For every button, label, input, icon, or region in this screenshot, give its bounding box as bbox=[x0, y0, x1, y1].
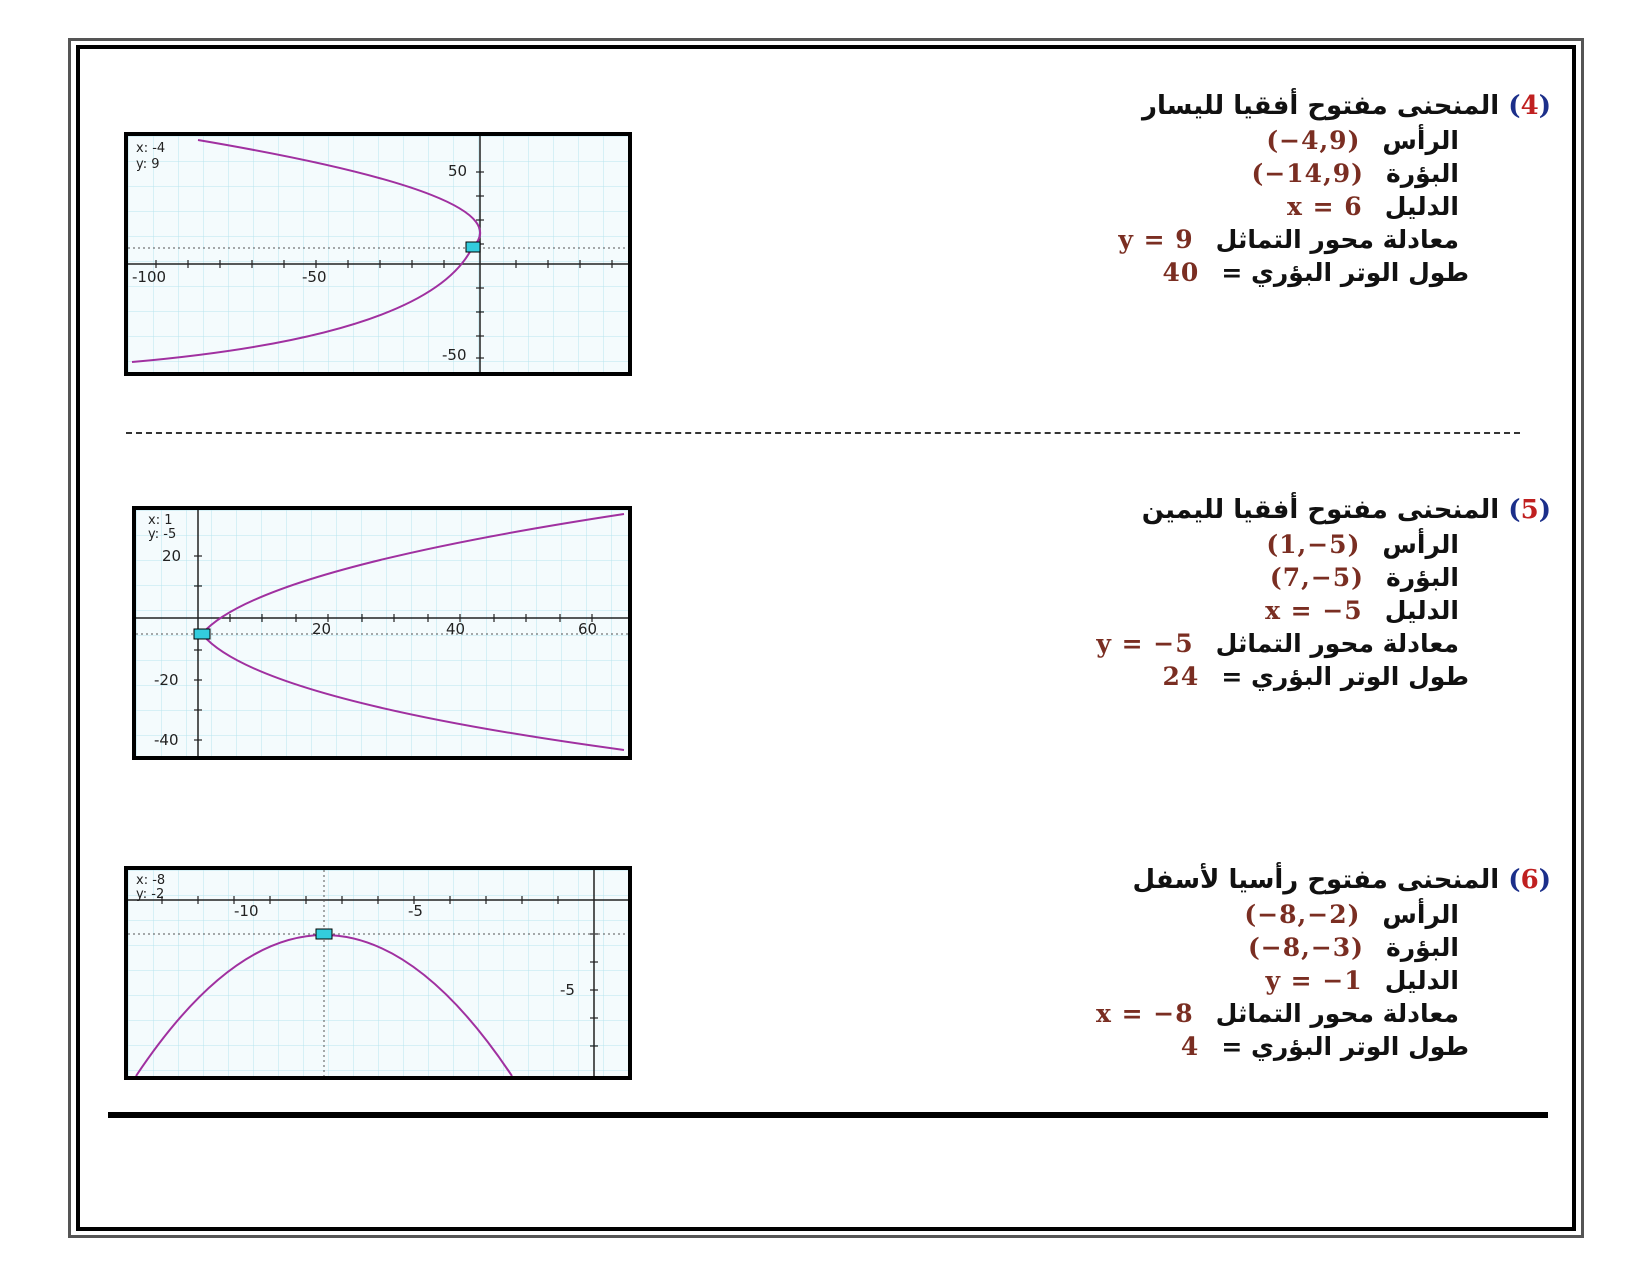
graph-6-readout-x: x: -8 bbox=[136, 873, 166, 888]
graph-5-tick-label: 40 bbox=[446, 620, 466, 638]
problem-5-heading bbox=[791, 492, 1551, 528]
problem-5 bbox=[791, 492, 1551, 693]
graph-5-svg bbox=[136, 510, 628, 756]
problem-4-heading bbox=[791, 88, 1551, 124]
graph-5-tick-label: 60 bbox=[578, 620, 598, 638]
graph-problem-6 bbox=[124, 866, 632, 1080]
vertex-row: الرأس(1,−5) bbox=[1266, 530, 1459, 559]
graph-6-tick-label: -10 bbox=[234, 902, 259, 920]
vertex-row: الرأس(−4,9) bbox=[1266, 126, 1459, 155]
problem-number: (6) bbox=[1508, 865, 1551, 895]
graph-6-tick-label: -5 bbox=[408, 902, 423, 920]
directrix-row: الدليلx = −5 bbox=[1265, 596, 1459, 625]
graph-4-tick-label: 50 bbox=[448, 162, 468, 180]
axis-row: معادلة محور التماثلx = −8 bbox=[1096, 999, 1459, 1028]
graph-4-tick-label: -50 bbox=[302, 268, 327, 286]
graph-4-readout-x: x: -4 bbox=[136, 141, 166, 156]
latus-rectum-row: طول الوتر البؤري =4 bbox=[1180, 1032, 1469, 1061]
problem-title: المنحنى مفتوح أفقيا لليسار bbox=[1142, 91, 1500, 121]
focus-row: البؤرة(−8,−3) bbox=[1247, 933, 1459, 962]
latus-rectum-row: طول الوتر البؤري =40 bbox=[1162, 258, 1469, 287]
graph-5-readout-y: y: -5 bbox=[148, 527, 177, 542]
focus-row: البؤرة(−14,9) bbox=[1251, 159, 1459, 188]
graph-5-tick-label: 20 bbox=[312, 620, 332, 638]
graph-problem-4 bbox=[124, 132, 632, 376]
graph-6-readout-y: y: -2 bbox=[136, 887, 165, 902]
graph-6-svg bbox=[128, 870, 628, 1076]
bottom-rule bbox=[108, 1112, 1548, 1118]
latus-rectum-row: طول الوتر البؤري =24 bbox=[1162, 662, 1469, 691]
axis-row: معادلة محور التماثلy = −5 bbox=[1096, 629, 1459, 658]
focus-row: البؤرة(7,−5) bbox=[1269, 563, 1459, 592]
problem-6-heading bbox=[791, 862, 1551, 898]
problem-6 bbox=[791, 862, 1551, 1063]
graph-4-svg bbox=[128, 136, 628, 372]
problem-number: (5) bbox=[1508, 495, 1551, 525]
problem-title: المنحنى مفتوح رأسيا لأسفل bbox=[1132, 865, 1500, 895]
directrix-row: الدليلx = 6 bbox=[1287, 192, 1459, 221]
directrix-row: الدليلy = −1 bbox=[1265, 966, 1459, 995]
graph-5-readout-x: x: 1 bbox=[148, 513, 173, 528]
problem-4 bbox=[791, 88, 1551, 289]
problem-number: (4) bbox=[1508, 91, 1551, 121]
vertex-row: الرأس(−8,−2) bbox=[1244, 900, 1459, 929]
graph-6-tick-label: -5 bbox=[560, 981, 575, 999]
graph-5-tick-label: -40 bbox=[154, 731, 179, 749]
problem-title: المنحنى مفتوح أفقيا لليمين bbox=[1141, 495, 1500, 525]
section-divider bbox=[126, 432, 1520, 434]
graph-5-tick-label: 20 bbox=[162, 547, 182, 565]
graph-4-readout-y: y: 9 bbox=[136, 157, 160, 172]
graph-problem-5 bbox=[132, 506, 632, 760]
graph-5-tick-label: -20 bbox=[154, 671, 179, 689]
graph-4-tick-label: -100 bbox=[132, 268, 167, 286]
axis-row: معادلة محور التماثلy = 9 bbox=[1118, 225, 1459, 254]
graph-4-tick-label: -50 bbox=[442, 346, 467, 364]
